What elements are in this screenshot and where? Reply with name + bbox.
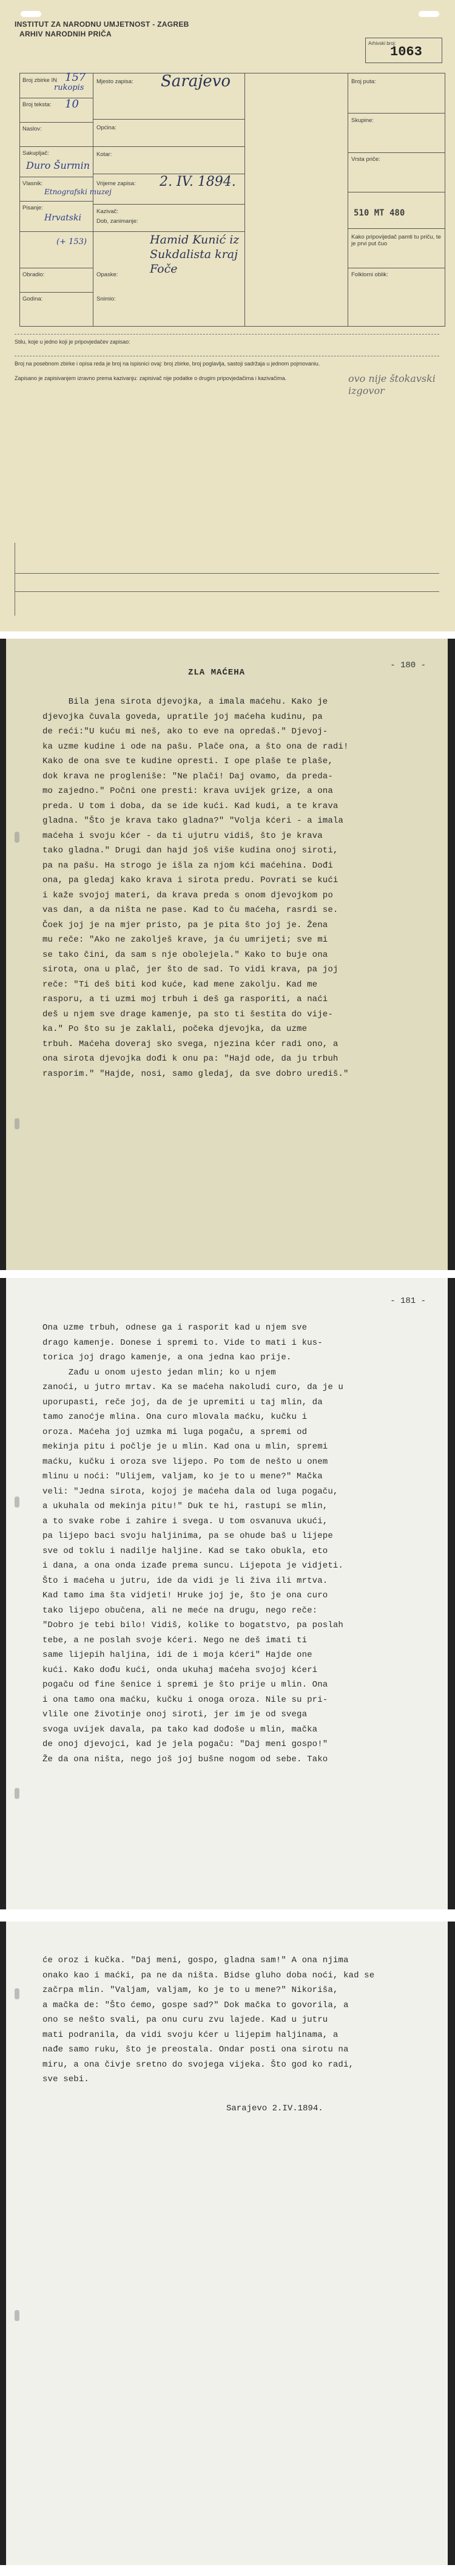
archive-name: ARHIV NARODNIH PRIČA — [19, 30, 112, 38]
text-line: začrpa mlin. "Valjam, valjam, ko je to u mene?" Nikoriša, — [42, 1985, 339, 1995]
text-line: Zađu u onom ujesto jedan mlin; ko u njem — [42, 1367, 276, 1378]
field-fld: Folklorni oblik: — [351, 271, 388, 278]
text-line: veli: "Jedna sirota, kojoj je maćeha dala od luga pogaču, — [42, 1486, 339, 1497]
field-pisanje: Pisanje: — [22, 205, 43, 211]
text-line: pogaču od fine šenice i spremi je što prije u mlin. Ona — [42, 1680, 328, 1690]
text-line: rasporim." "Hajde, nosi, samo gledaj, da sve dobro urediš." — [42, 1069, 349, 1079]
text-line: mati podranila, da vidi svoju kćer u lijepim haljinama, a — [42, 2030, 339, 2040]
text-line: sve sebi. — [42, 2075, 89, 2084]
field-sakupljac: Sakupljač: — [22, 150, 49, 157]
card-header — [15, 19, 189, 39]
text-line: maćku, kučku i oroza sve lijepo. Po tom de nešto u onem — [42, 1456, 328, 1467]
punch-mark — [15, 1788, 19, 1799]
field-kotar: Kotar: — [96, 151, 112, 158]
field-opaske: Opaske: — [96, 271, 118, 278]
page-edge — [0, 1922, 6, 2565]
field-dob: Dob, zanimanje: — [96, 218, 138, 225]
field-opcina: Općina: — [96, 124, 116, 131]
field-snimio: Snimio: — [96, 296, 116, 302]
text-line: a mačka de: "Što ćemo, gospe sad?" Dok mačka to govorila, a — [42, 2000, 349, 2010]
field-teksta: Broj teksta: — [22, 101, 52, 108]
text-line: a to svake robe i zahire i svega. U tom osvanuva ukući, — [42, 1516, 328, 1526]
text-line: pa na pašu. Ha strogo je išla za njom kći maćehina. Dođi — [42, 860, 333, 871]
text-line: ona, pa gledaj kako krava i sirota predu. Povrati se kući — [42, 875, 339, 885]
text-line: mu reče: "Ako ne zakolješ krave, ja ću umrijeti; sve mi — [42, 935, 328, 945]
field-mjesto: Mjesto zapisa: — [96, 78, 133, 85]
value-sakupljac: Duro Šurmin — [26, 160, 90, 171]
page-2-text — [42, 1320, 419, 1767]
institute-name: INSTITUT ZA NARODNU UMJETNOST - ZAGREB — [15, 20, 189, 29]
text-line: tako lijepo obučena, ali ne meće na drugu, nego reče: — [42, 1605, 318, 1616]
text-line: Že da ona ništa, nego još joj bušne nogom od sebe. Tako — [42, 1754, 328, 1764]
value-zbirka-sub: rukopis — [54, 83, 84, 92]
footnote-2: Broj na posebnom zbirke i opisa reda je broj na ispisnici ovaj: broj zbirke, broj poglavlja, sastoji sadržaja u jednom pojmovaniu. — [15, 361, 320, 367]
page-edge — [0, 639, 6, 1270]
text-line: Bila jena sirota djevojka, a imala maćehu. Kako je — [42, 697, 328, 707]
text-line: oroza. Maćeha joj uzmka mi luga pogaču, a spremi od — [42, 1427, 308, 1437]
text-line: gladna. "Što je krava tako gladna?" "Volja kćeri - a imala — [42, 816, 343, 826]
text-line: sirota, ona u plač, jer što de sad. To vidi krava, pa joj — [42, 965, 339, 974]
archive-card — [0, 0, 455, 631]
footnote-1: Stilu, koje u jedno koji je pripovjedačev zapisao: — [15, 339, 130, 345]
card-inner — [8, 8, 447, 623]
field-vlasnik: Vlasnik: — [22, 180, 43, 187]
archive-number-box — [365, 38, 442, 63]
archive-number-label: Arhivski broj: — [368, 41, 396, 46]
text-line: Kad tamo ima šta vidjeti! Hruke joj je, što je ona curo — [42, 1591, 328, 1600]
text-line: rasporu, a ti uzmi moj trbuh i deš ga rasporiti, a naći — [42, 994, 328, 1004]
value-broj: 510 MT 480 — [354, 208, 405, 218]
story-title: ZLA MAĆEHA — [188, 668, 246, 678]
value-mjesto: Sarajevo — [161, 72, 231, 90]
text-line: ona sirota djevojka dođi k onu pa: "Hajd ode, da ju trbuh — [42, 1054, 339, 1064]
divider — [15, 334, 439, 335]
text-line: nađe samo ruku, što je preostala. Ondar posti ona sirotu na — [42, 2045, 349, 2054]
text-line: drago kamenje. Donese i spremi to. Vide to mati i kus- — [42, 1337, 323, 1348]
text-line: torica joj drago kamenje, a ona jedna kao prije. — [42, 1353, 292, 1362]
pencil-note: ovo nije štokavski izgovor — [348, 373, 436, 396]
page-3-text — [42, 1953, 419, 2087]
card-grid — [19, 73, 445, 327]
field-zbirka: Broj zbirke IN — [22, 77, 58, 84]
text-line: uporupasti, reče joj, da de je upremiti u taj mlin, da — [42, 1397, 323, 1407]
side-note: (+ 153) — [56, 237, 87, 246]
footnote-3: Zapisano je zapisivanjem izravno prema kazivanju: zapisivač nije podatke o drugim pripovjedačima i kazivačima. — [15, 375, 287, 381]
text-line: dok krava ne progleniše: "Ne plači! Daj ovamo, da preda- — [42, 771, 333, 781]
page-1-text — [42, 695, 419, 1081]
text-line: Ona uzme trbuh, odnese ga i rasporit kad u njem sve — [42, 1323, 308, 1333]
text-line: trbuh. Maćeha doveraj sko svega, njezina kćer radi ono, a — [42, 1039, 339, 1049]
page-edge — [0, 1278, 6, 1909]
value-vlasnik: Etnografski muzej — [44, 188, 112, 196]
punch-mark — [15, 1988, 19, 1999]
typed-page-3 — [0, 1922, 455, 2565]
text-line: de onoj djevojci, kad je jela pogaču: "Daj meni gospo!" — [42, 1739, 328, 1749]
text-line: će oroz i kučka. "Daj meni, gospo, gladna sam!" A ona njima — [42, 1956, 349, 1965]
text-line: vlile one životinje onoj siroti, jer im je od svega — [42, 1710, 308, 1719]
field-note: Kako pripovijedač pamti tu priču, te je prvi put čuo — [351, 234, 441, 247]
punch-mark — [15, 1118, 19, 1129]
value-zbirka: 157 — [65, 71, 86, 84]
text-line: same lijepih haljina, idi de i moja kćeri" Hajde one — [42, 1650, 312, 1660]
page-edge — [448, 1922, 455, 2565]
field-obradio: Obradio: — [22, 271, 45, 278]
typed-page-2 — [0, 1278, 455, 1909]
text-line: Što i maćeha u jutru, ide da vidi je li živa ili mrtva. — [42, 1575, 328, 1586]
text-line: tebe, a ne poslah svoje kćeri. Nego ne deš imati ti — [42, 1635, 308, 1645]
text-line: "Dobro je tebi bilo! Vidiš, kolike to bogatstvo, pa poslah — [42, 1620, 343, 1630]
text-line: a ukuhala od mekinja pitu!" Duk te hi, rastupi se mlin, — [42, 1501, 328, 1511]
text-line: mekinja pitu i počlje je u mlin. Kad ona u mlin, spremi — [42, 1442, 328, 1452]
page-edge — [448, 639, 455, 1270]
field-broj: Broj puta: — [351, 78, 376, 85]
text-line: ka." Po što su je zaklali, počeka djevojka, da uzme — [42, 1024, 308, 1034]
archive-number: 1063 — [390, 44, 422, 59]
text-line: preda. U tom i doba, da se ide kući. Kad kudi, a te krava — [42, 801, 339, 811]
text-line: maćeha i svoju kćer - da ti ujutru vidiš, što je krava — [42, 831, 323, 841]
text-line: ka uzme kudine i ode na pašu. Plače ona, a što ona de radi! — [42, 741, 349, 752]
field-kazivac: Kazivač: — [96, 208, 118, 215]
text-line: Kako de ona sve te kudine opresti. I ope plaše te plaše, — [42, 756, 333, 766]
text-line: zanoći, u jutro mrtav. Ka se maćeha nakoludi curo, da je u — [42, 1382, 343, 1392]
punch-hole — [419, 11, 439, 17]
field-naslov: Naslov: — [22, 126, 42, 132]
text-line: svoga uvijek davala, pa tako kad dođoše u mlin, mačka — [42, 1724, 318, 1735]
field-skupine: Skupine: — [351, 117, 374, 124]
text-line: mlinu u noći: "Ulijem, valjam, ko je to u mene?" Mačka — [42, 1472, 323, 1481]
story-date: Sarajevo 2.IV.1894. — [226, 2104, 323, 2113]
page-number: - 181 - — [390, 1296, 426, 1306]
text-line: tamo zanoćje mlina. Ona curo mlovala maćku, kučku i — [42, 1412, 308, 1422]
text-line: reče: "Ti deš biti kod kuće, kad mene zakolju. Kad me — [42, 979, 318, 990]
text-line: de reći:"U kuću mi neš, ako to eve na opredaš." Djevoj- — [42, 727, 328, 736]
text-line: se tako čini, da sam s nje obolejela." Kako to buje ona — [42, 950, 328, 960]
value-datum: 2. IV. 1894. — [160, 174, 236, 189]
page-number: - 180 - — [390, 661, 426, 670]
field-vrsta: Vrsta priče: — [351, 156, 380, 163]
punch-hole — [21, 11, 41, 17]
text-line: i dana, a ona onda izađe prema suncu. Lijepota je vidjeti. — [42, 1561, 343, 1571]
typed-page-1 — [0, 639, 455, 1270]
text-line: i ona tamo ona maćku, kučku i onoga oroza. Nile su pri- — [42, 1694, 328, 1705]
page-edge — [448, 1278, 455, 1909]
text-line: tako gladna." Drugi dan hajd još više kudina onoj siroti, — [42, 846, 339, 855]
text-line: kući. Kako dođu kući, onda ukuhaj maćeha svojoj kćeri — [42, 1665, 318, 1675]
field-datum: Vrijeme zapisa: — [96, 180, 136, 187]
text-line: djevojka čuvala goveda, upratile joj maćeha kudinu, pa — [42, 712, 323, 722]
value-teksta: 10 — [65, 98, 79, 110]
text-line: sve od toklu i nadilje haljine. Kad se tako obukla, eto — [42, 1546, 328, 1556]
value-pisanje: Hrvatski — [44, 213, 81, 223]
text-line: pa lijepo baci svoju haljinima, pa se ohude baš u lijepe — [42, 1531, 333, 1541]
text-line: mo zajedno." Počni one presti: krava uvijek grize, a ona — [42, 786, 333, 796]
text-line: miru, a ona čivje sretno do svojega vijeka. Što god ko radi, — [42, 2059, 354, 2070]
punch-mark — [15, 1497, 19, 1507]
text-line: i kaže svojoj materi, da krava preda s onom djevojkom po — [42, 890, 333, 900]
text-line: ono se nešto svali, pa onu curu zvu lajede. Kad u jutru — [42, 2015, 328, 2025]
text-line: vas dan, a da ništa ne pase. Kad to ču maćeha, rasrdi se. — [42, 905, 339, 915]
punch-mark — [15, 2310, 19, 2321]
value-kazivac: Hamid Kunić iz Sukdalista kraj Foče — [150, 233, 240, 276]
text-line: deš u njem sve drage kamenje, pa sto ti šestita do vije- — [42, 1009, 333, 1019]
text-line: Čoek joj je na mjer pristo, pa je pita što joj je. Žena — [42, 920, 328, 930]
text-line: onako kao i maćki, pa ne da ništa. Bidse gluho doba noći, kad se — [42, 1970, 375, 1980]
field-godina: Godina: — [22, 296, 43, 302]
punch-mark — [15, 832, 19, 843]
